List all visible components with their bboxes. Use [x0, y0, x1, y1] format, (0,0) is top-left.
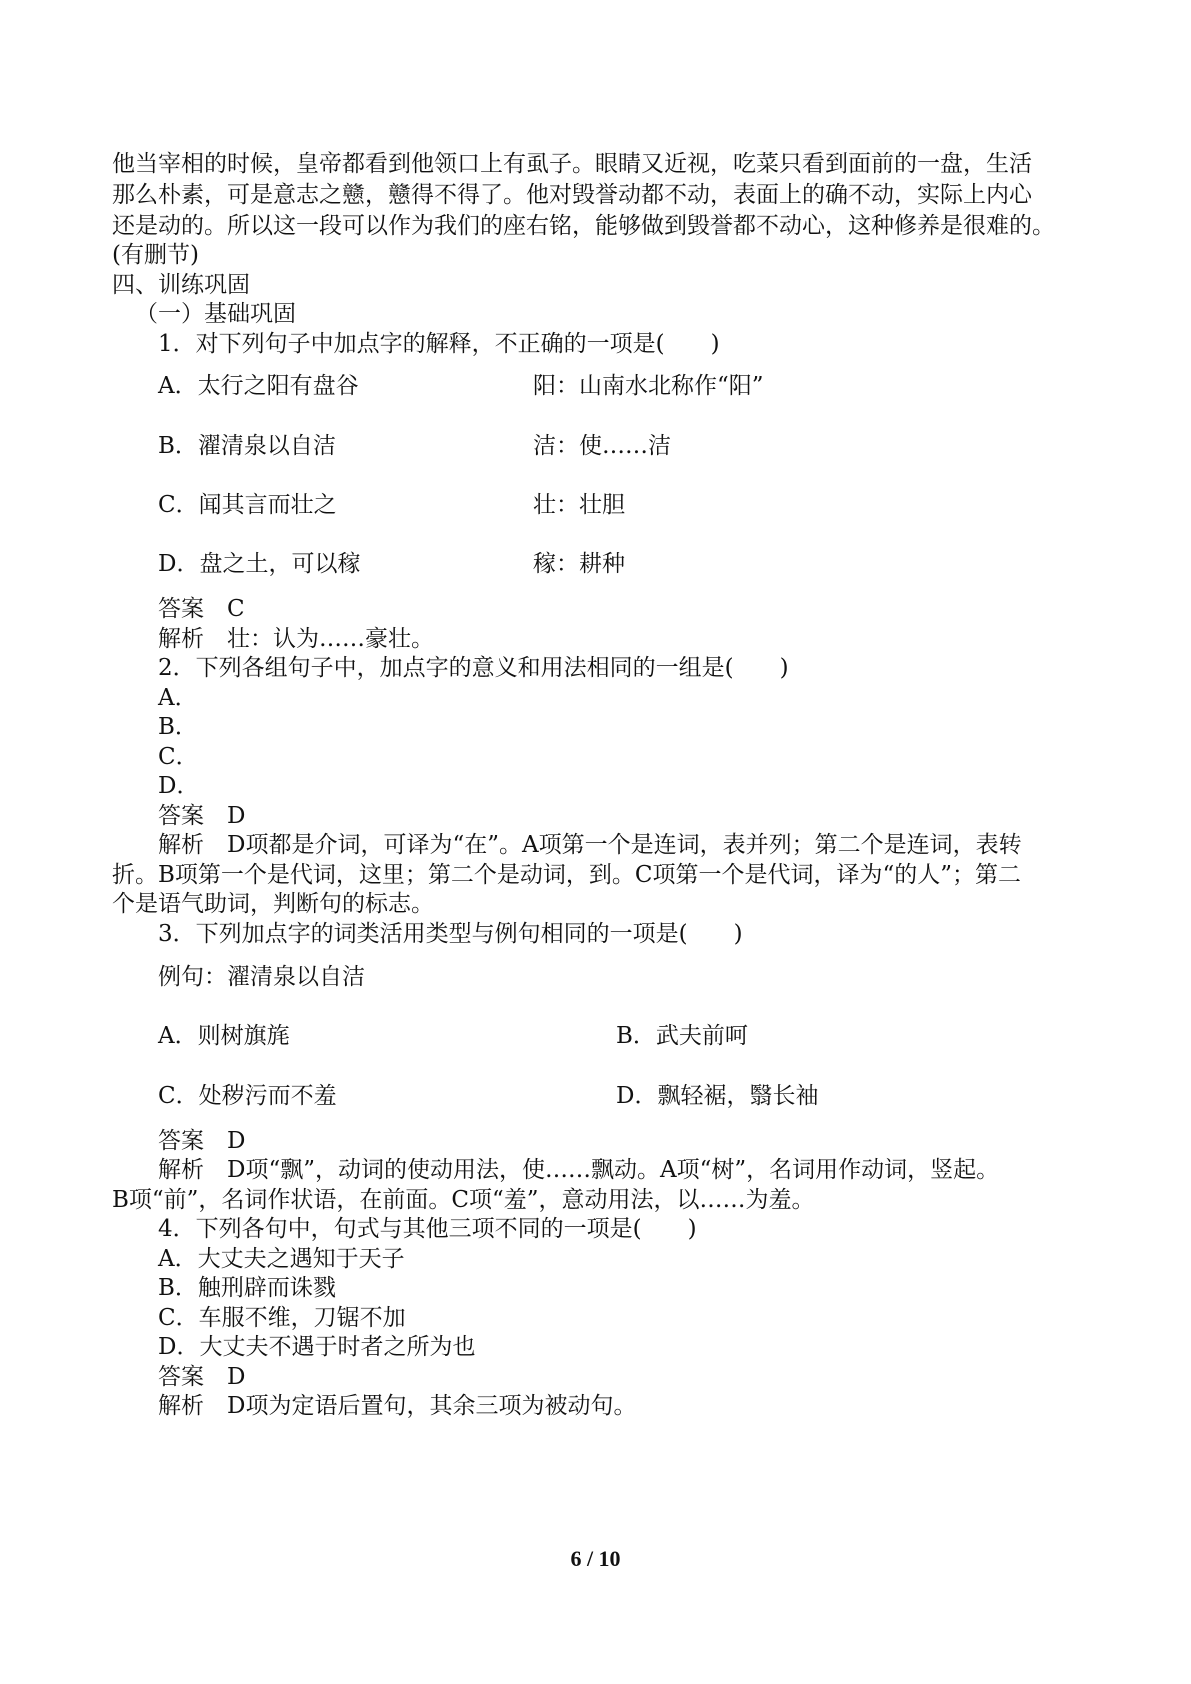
q3-answer: 答案 D: [158, 1128, 246, 1154]
q4-option-b: B．触刑辟而诛戮: [158, 1275, 336, 1301]
question-3-stem: 3．下列加点字的词类活用类型与例句相同的一项是( ): [158, 921, 743, 947]
q3-option-a: A．则树旗旄: [158, 1023, 290, 1049]
passage-line: 还是动的。所以这一段可以作为我们的座右铭，能够做到毁誉都不动心，这种修养是很难的。: [112, 213, 1055, 239]
q1-option-c-sentence: C．闻其言而壮之: [158, 492, 337, 518]
q2-answer: 答案 D: [158, 803, 246, 829]
passage-line: 他当宰相的时候，皇帝都看到他领口上有虱子。眼睛又近视，吃菜只看到面前的一盘，生活: [112, 151, 1032, 177]
q2-analysis-line: 个是语气助词，判断句的标志。: [112, 891, 434, 917]
passage-line: 那么朴素，可是意志之戆，戆得不得了。他对毁誉动都不动，表面上的确不动，实际上内心: [112, 182, 1032, 208]
q2-option-b: B．: [158, 714, 198, 740]
q1-option-d-sentence: D．盘之土，可以稼: [158, 551, 361, 577]
q1-option-c-explanation: 壮：壮胆: [533, 492, 625, 518]
q1-option-b-sentence: B．濯清泉以自洁: [158, 433, 336, 459]
q1-option-a-sentence: A．太行之阳有盘谷: [158, 373, 359, 399]
q2-analysis-line: 解析 D项都是介词，可译为“在”。A项第一个是连词，表并列；第二个是连词，表转: [158, 832, 1022, 858]
q4-option-a: A．大丈夫之遇知于天子: [158, 1246, 405, 1272]
q1-option-d-explanation: 稼：耕种: [533, 551, 625, 577]
question-2-stem: 2．下列各组句子中，加点字的意义和用法相同的一组是( ): [158, 655, 789, 681]
page-number: 6 / 10: [570, 1546, 621, 1571]
q4-option-c: C．车服不维，刀锯不加: [158, 1305, 406, 1331]
section-subheading: （一）基础巩固: [135, 301, 296, 327]
q2-analysis-line: 折。B项第一个是代词，这里；第二个是动词，到。C项第一个是代词，译为“的人”；第二: [112, 862, 1022, 888]
q3-option-b: B．武夫前呵: [616, 1023, 748, 1049]
q4-analysis: 解析 D项为定语后置句，其余三项为被动句。: [158, 1393, 637, 1419]
q3-example: 例句：濯清泉以自洁: [158, 964, 365, 990]
q1-option-b-explanation: 洁：使……洁: [533, 433, 671, 459]
section-heading: 四、训练巩固: [112, 272, 250, 298]
q4-answer: 答案 D: [158, 1364, 246, 1390]
passage-source-note: (有删节): [112, 242, 199, 268]
q3-option-c: C．处秽污而不羞: [158, 1083, 337, 1109]
question-4-stem: 4．下列各句中，句式与其他三项不同的一项是( ): [158, 1216, 697, 1242]
q4-option-d: D．大丈夫不遇于时者之所为也: [158, 1334, 476, 1360]
q2-option-d: D．: [158, 773, 200, 799]
q1-option-a-explanation: 阳：山南水北称作“阳”: [533, 373, 764, 399]
question-1-stem: 1．对下列句子中加点字的解释，不正确的一项是( ): [158, 331, 720, 357]
q2-option-c: C．: [158, 744, 199, 770]
q3-analysis-line: B项“前”，名词作状语，在前面。C项“羞”，意动用法，以……为羞。: [112, 1187, 815, 1213]
q1-answer: 答案 C: [158, 596, 245, 622]
q1-analysis: 解析 壮：认为……豪壮。: [158, 626, 434, 652]
q3-analysis-line: 解析 D项“飘”，动词的使动用法，使……飘动。A项“树”，名词用作动词，竖起。: [158, 1157, 1000, 1183]
q2-option-a: A．: [158, 685, 198, 711]
q3-option-d: D．飘轻裾，翳长袖: [616, 1083, 819, 1109]
